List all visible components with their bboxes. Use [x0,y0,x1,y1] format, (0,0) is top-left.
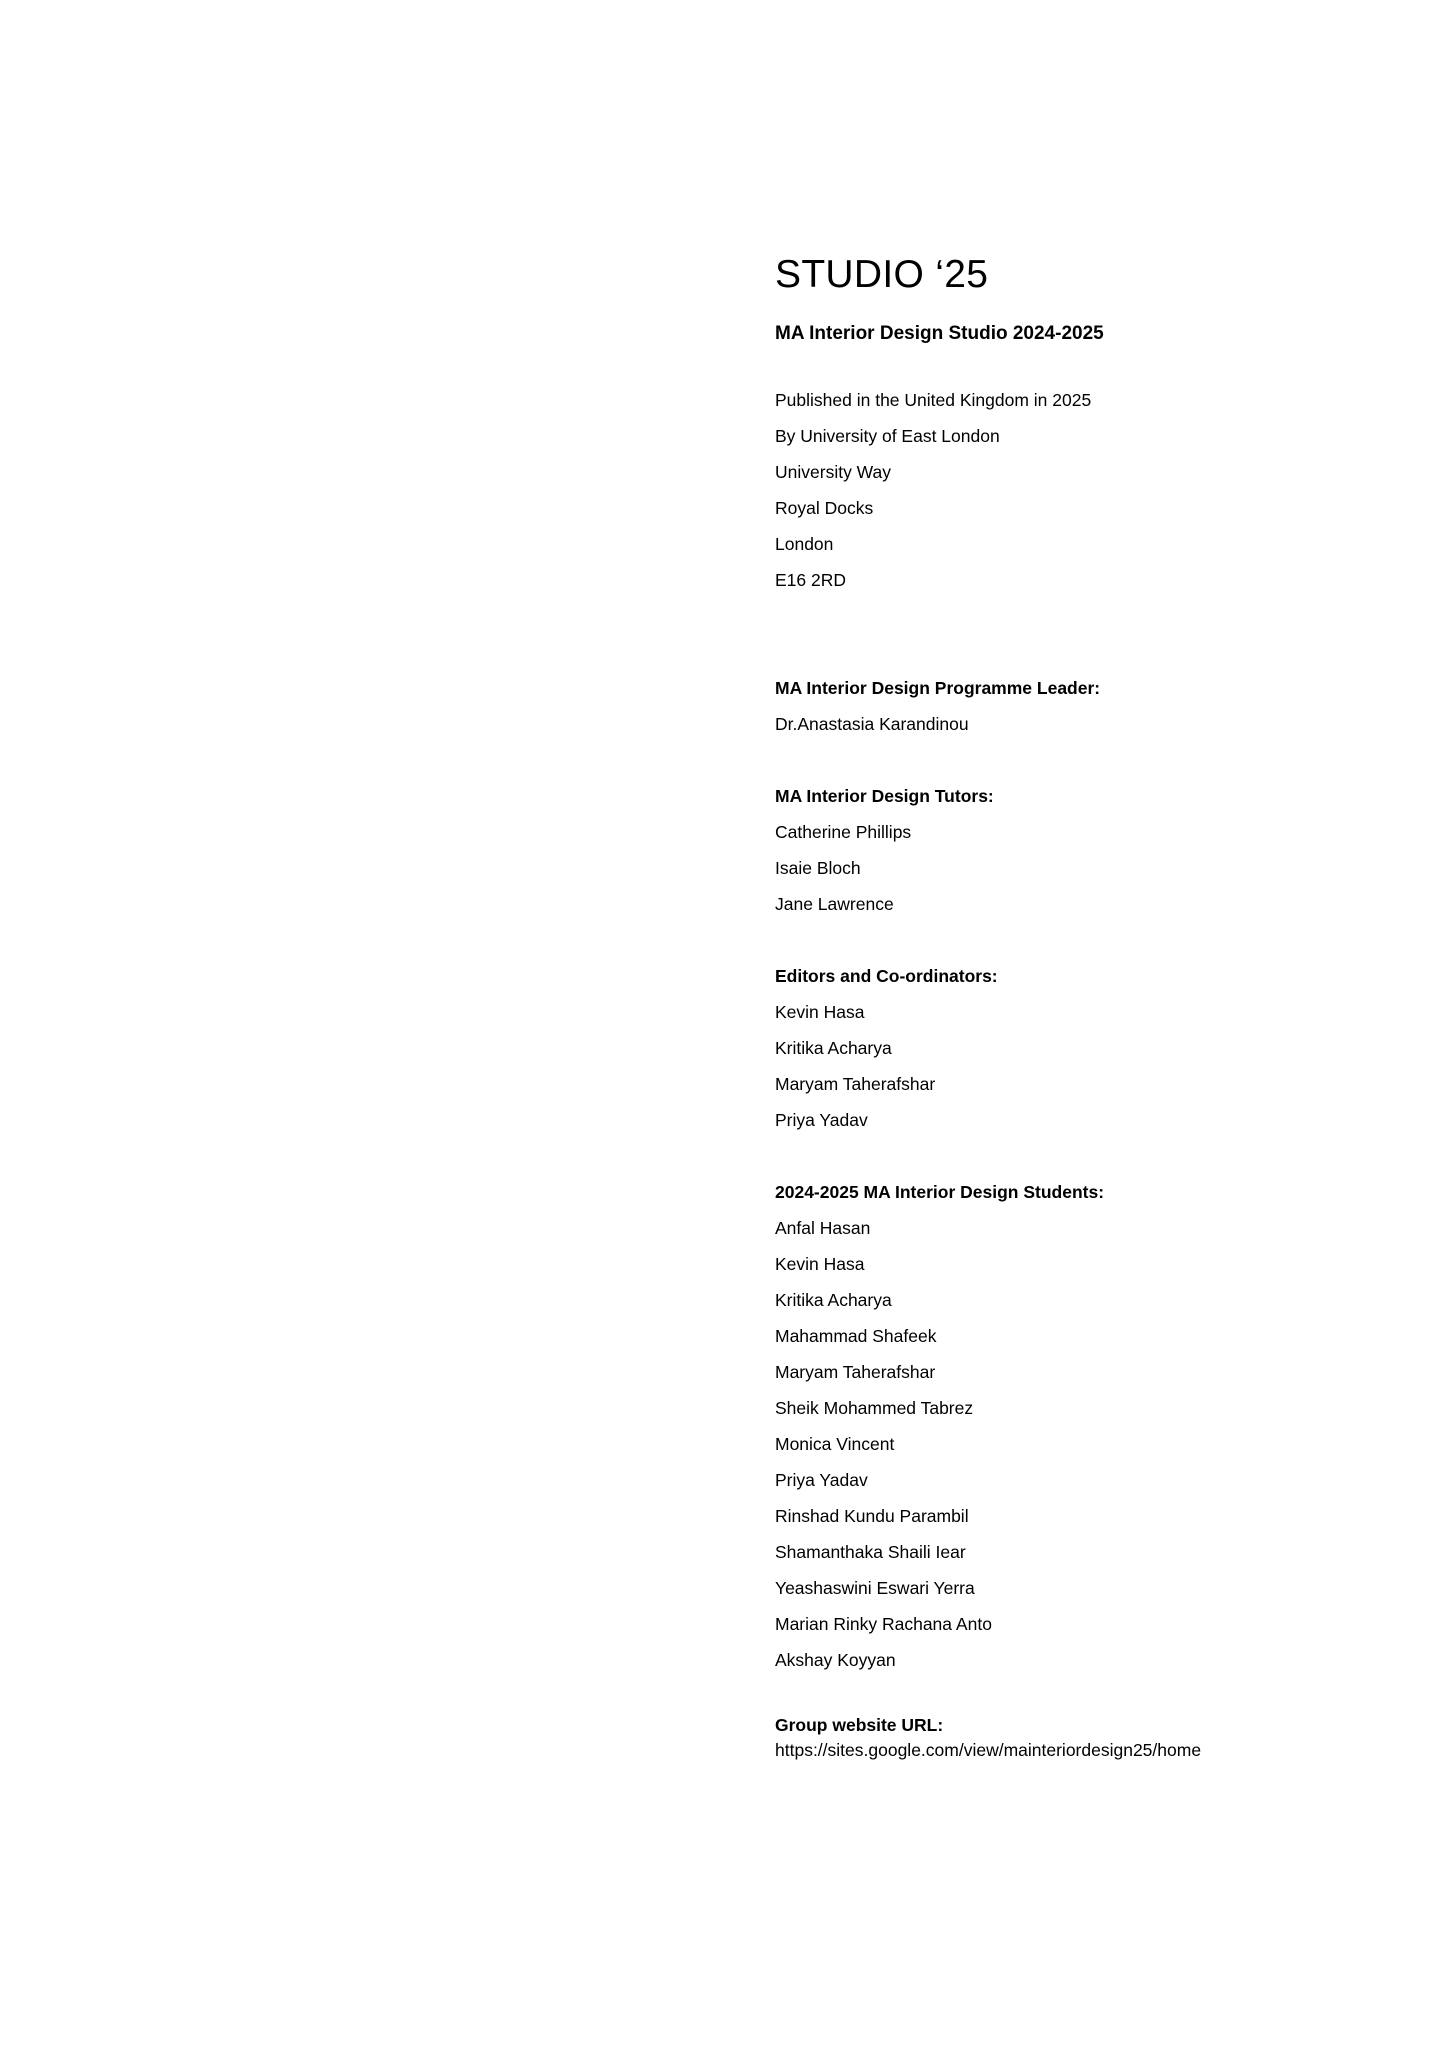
editor-name: Kevin Hasa [775,1002,865,1022]
website-url: https://sites.google.com/view/mainteriordesign25/home [775,1740,1202,1760]
programme-leader-name: Dr.Anastasia Karandinou [775,714,969,734]
publication-line: Royal Docks [775,498,874,518]
student-name: Yeashaswini Eswari Yerra [775,1578,975,1598]
page-title: STUDIO ‘25 [775,253,989,296]
publication-line: By University of East London [775,426,1000,446]
student-name: Anfal Hasan [775,1218,871,1238]
editors-heading: Editors and Co-ordinators: [775,966,998,986]
editor-name: Priya Yadav [775,1110,868,1130]
programme-leader-heading: MA Interior Design Programme Leader: [775,678,1101,698]
student-name: Maryam Taherafshar [775,1362,936,1382]
website-heading: Group website URL: [775,1715,944,1735]
student-name: Mahammad Shafeek [775,1326,937,1346]
student-name: Sheik Mohammed Tabrez [775,1398,974,1418]
student-name: Rinshad Kundu Parambil [775,1506,969,1526]
publication-line: University Way [775,462,892,482]
student-name: Kritika Acharya [775,1290,892,1310]
publication-line: E16 2RD [775,570,847,590]
tutor-name: Catherine Phillips [775,822,912,842]
student-name: Priya Yadav [775,1470,868,1490]
students-heading: 2024-2025 MA Interior Design Students: [775,1182,1105,1202]
tutors-heading: MA Interior Design Tutors: [775,786,994,806]
editor-name: Kritika Acharya [775,1038,892,1058]
editor-name: Maryam Taherafshar [775,1074,936,1094]
page-subtitle: MA Interior Design Studio 2024-2025 [775,323,1104,344]
student-name: Akshay Koyyan [775,1650,896,1670]
student-name: Monica Vincent [775,1434,895,1454]
student-name: Marian Rinky Rachana Anto [775,1614,992,1634]
tutor-name: Isaie Bloch [775,858,861,878]
student-name: Shamanthaka Shaili Iear [775,1542,966,1562]
student-name: Kevin Hasa [775,1254,865,1274]
publication-line: Published in the United Kingdom in 2025 [775,390,1092,410]
tutor-name: Jane Lawrence [775,894,894,914]
publication-line: London [775,534,834,554]
